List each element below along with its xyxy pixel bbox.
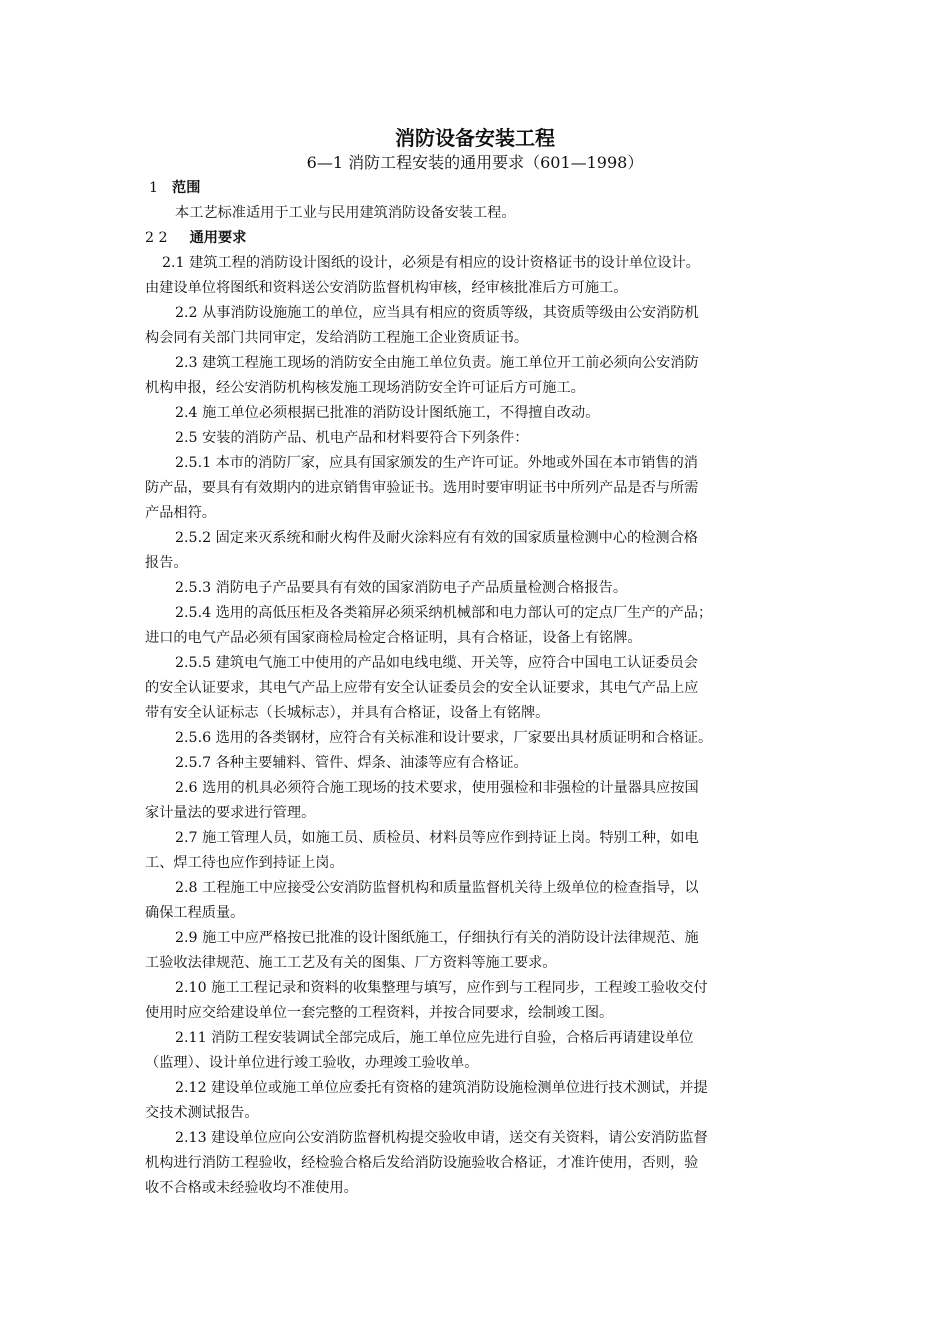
- paragraph-line: 工、焊工待也应作到持证上岗。: [145, 855, 344, 871]
- paragraph-line: 2.5.6 选用的各类钢材，应符合有关标准和设计要求，厂家要出具材质证明和合格证。: [175, 730, 713, 746]
- paragraph-line: 报告。: [145, 555, 188, 571]
- paragraph-line: 工验收法律规范、施工工艺及有关的图集、厂方资料等施工要求。: [145, 955, 557, 971]
- section-heading-2: [145, 226, 810, 251]
- paragraph-line: 带有安全认证标志（长城标志），并具有合格证，设备上有铭牌。: [145, 705, 550, 721]
- paragraph-line: 构会同有关部门共同审定，发给消防工程施工企业资质证书。: [145, 330, 529, 346]
- paragraph-line: 2.9 施工中应严格按已批准的设计图纸施工，仔细执行有关的消防设计法律规范、施: [175, 930, 699, 946]
- paragraph-line: 2.1 建筑工程的消防设计图纸的设计，必须是有相应的设计资格证书的设计单位设计。: [162, 255, 700, 271]
- paragraph-line: 2.3 建筑工程施工现场的消防安全由施工单位负责。施工单位开工前必须向公安消防: [175, 355, 699, 371]
- paragraph-line: 由建设单位将图纸和资料送公安消防监督机构审核，经审核批准后方可施工。: [145, 280, 628, 296]
- paragraph-line: 2.5.5 建筑电气施工中使用的产品如电线电缆、开关等，应符合中国电工认证委员会: [175, 655, 698, 671]
- section-number: 1: [149, 180, 159, 196]
- paragraph-line: 2.4 施工单位必须根据已批准的消防设计图纸施工，不得擅自改动。: [175, 405, 600, 421]
- paragraph-line: 2.12 建设单位或施工单位应委托有资格的建筑消防设施检测单位进行技术测试，并提: [175, 1080, 708, 1096]
- paragraph-line: 本工艺标准适用于工业与民用建筑消防设备安装工程。: [175, 205, 516, 221]
- paragraph-line: 进口的电气产品必须有国家商检局检定合格证明，具有合格证，设备上有铭牌。: [145, 630, 642, 646]
- paragraph-line: 2.5.1 本市的消防厂家，应具有国家颁发的生产许可证。外地或外国在本市销售的消: [175, 455, 698, 471]
- section-title: 范围: [172, 180, 201, 196]
- paragraph-line: 2.10 施工工程记录和资料的收集整理与填写，应作到与工程同步，工程竣工验收交付: [175, 980, 708, 996]
- paragraph-line: 2.13 建设单位应向公安消防监督机构提交验收申请，送交有关资料，请公安消防监督: [175, 1130, 708, 1146]
- paragraph-line: 收不合格或未经验收均不准使用。: [145, 1180, 358, 1196]
- paragraph-line: （监理）、设计单位进行竣工验收，办理竣工验收单。: [145, 1055, 479, 1071]
- section-number: 2 2: [145, 230, 168, 246]
- paragraph-line: 机构申报，经公安消防机构核发施工现场消防安全许可证后方可施工。: [145, 380, 585, 396]
- paragraph-line: 2.5.3 消防电子产品要具有有效的国家消防电子产品质量检测合格报告。: [175, 580, 628, 596]
- document-title: 消防设备安装工程: [395, 126, 555, 150]
- paragraph-line: 交技术测试报告。: [145, 1105, 259, 1121]
- document-subtitle: 6—1 消防工程安装的通用要求（601—1998）: [306, 153, 644, 172]
- paragraph-line: 2.5.2 固定来灭系统和耐火构件及耐火涂料应有有效的国家质量检测中心的检测合格: [175, 530, 698, 546]
- paragraph-line: 家计量法的要求进行管理。: [145, 805, 316, 821]
- paragraph-line: 2.5.4 选用的高低压柜及各类箱屏必须采纳机械部和电力部认可的定点厂生产的产品；: [175, 605, 713, 621]
- paragraph-line: 2.8 工程施工中应接受公安消防监督机构和质量监督机关待上级单位的检查指导，以: [175, 880, 699, 896]
- section-heading-1: [145, 176, 810, 201]
- paragraph-line: 2.6 选用的机具必须符合施工现场的技术要求，使用强检和非强检的计量器具应按国: [175, 780, 699, 796]
- document-body: [145, 176, 810, 1201]
- paragraph-line: 2.7 施工管理人员，如施工员、质检员、材料员等应作到持证上岗。特别工种，如电: [175, 830, 699, 846]
- paragraph-line: 2.2 从事消防设施施工的单位，应当具有相应的资质等级，其资质等级由公安消防机: [175, 305, 699, 321]
- section-title: 通用要求: [189, 230, 247, 246]
- paragraph-line: 使用时应交给建设单位一套完整的工程资料，并按合同要求，绘制竣工图。: [145, 1005, 614, 1021]
- paragraph-line: 产品相符。: [145, 505, 216, 521]
- paragraph-line: 2.5 安装的消防产品、机电产品和材料要符合下列条件：: [175, 430, 529, 446]
- paragraph-line: 2.11 消防工程安装调试全部完成后，施工单位应先进行自验，合格后再请建设单位: [175, 1030, 694, 1046]
- paragraph-line: 机构进行消防工程验收，经检验合格后发给消防设施验收合格证，才准许使用，否则，验: [145, 1155, 699, 1171]
- paragraph-line: 防产品，要具有有效期内的进京销售审验证书。选用时要审明证书中所列产品是否与所需: [145, 480, 699, 496]
- paragraph-line: 的安全认证要求，其电气产品上应带有安全认证委员会的安全认证要求，其电气产品上应: [145, 680, 699, 696]
- paragraph-line: 2.5.7 各种主要辅料、管件、焊条、油漆等应有合格证。: [175, 755, 528, 771]
- paragraph-line: 确保工程质量。: [145, 905, 245, 921]
